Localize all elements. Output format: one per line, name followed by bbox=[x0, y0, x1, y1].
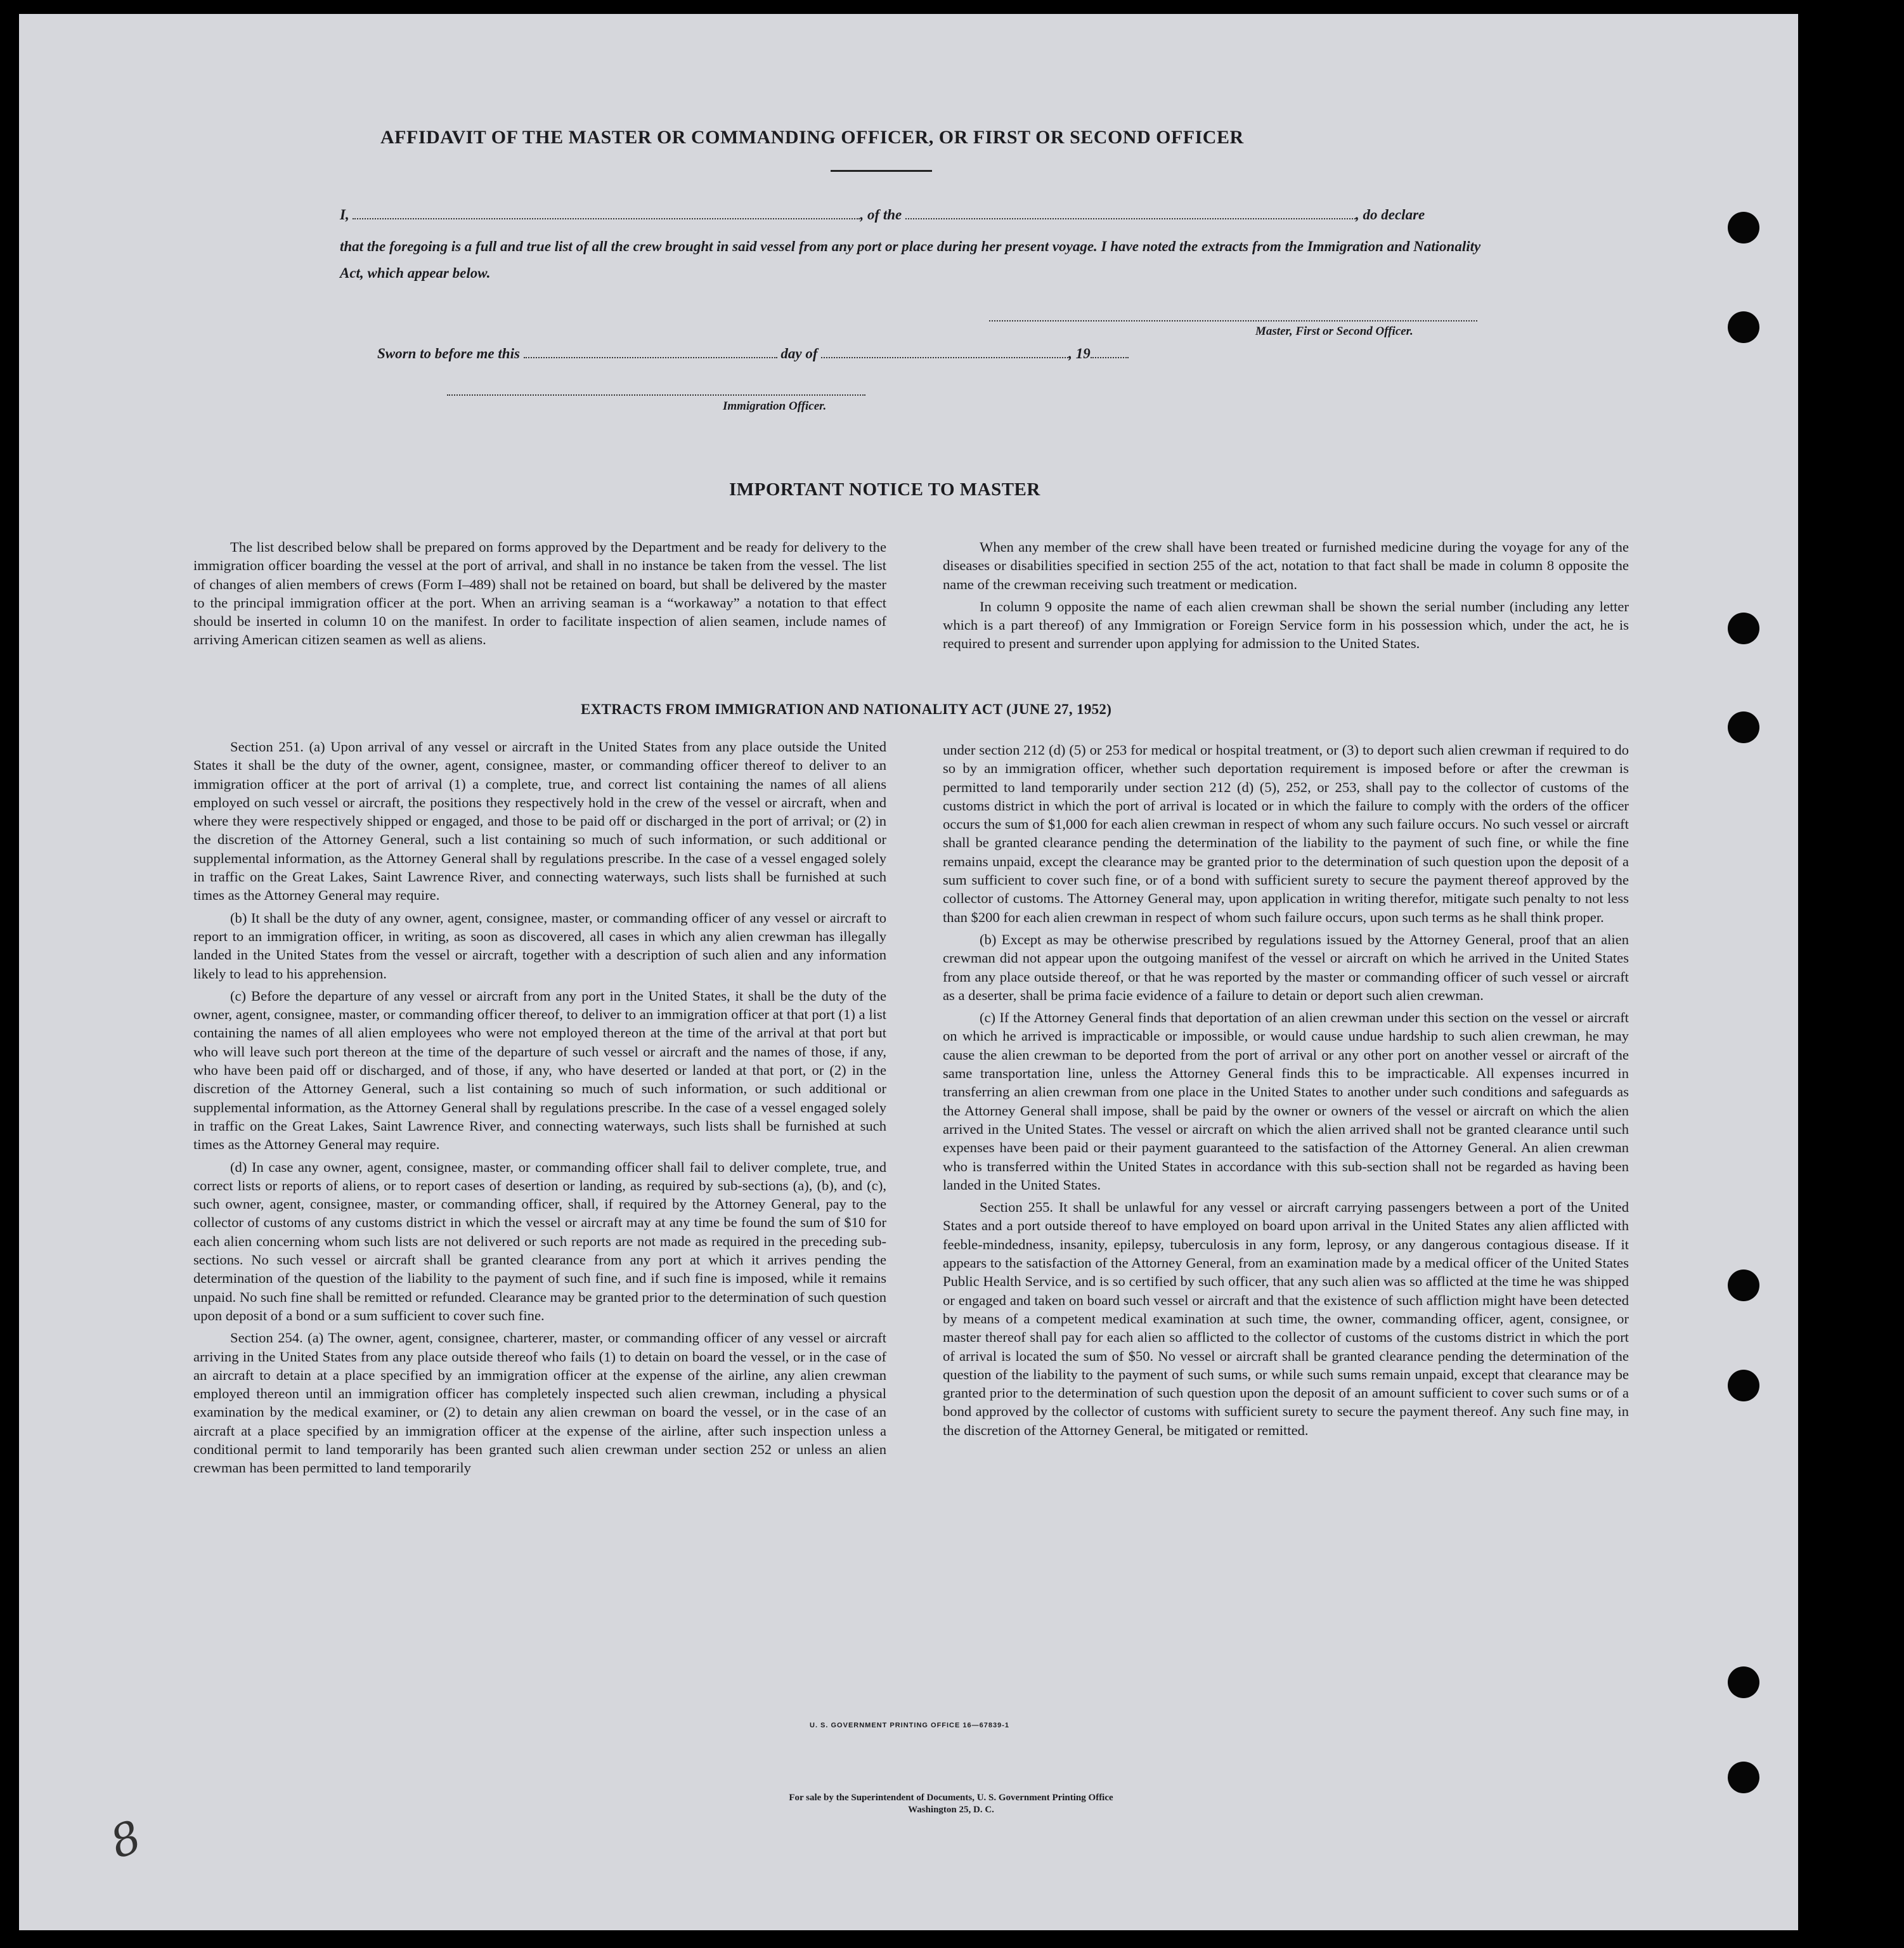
act-paragraph: (d) In case any owner, agent, consignee, master, or commanding officer shall fail to deliver complete, true, and correct lists or reports of aliens, or to report cases of desertion or landing, as required by sub-sections (a), (b), and (c), such owner, agent, consignee, master, or commanding officer, shall, if required by the Attorney General, pay to the collector of customs of any customs district in which the vessel or aircraft may at any time be found the sum of $10 for each alien concerning whom such lists are not delivered or such reports are not made as required in the preceding sub-sections. No such vessel or aircraft shall be granted clearance from any port at which it arrives pending the determination of the question of the liability to the payment of such fine, and if such fine is imposed, while it remains unpaid. No such fine shall be remitted or refunded. Clearance may be granted prior to the determination of such question upon deposit of a bond or a sum sufficient to cover such fine. bbox=[193, 1159, 886, 1323]
sworn-label: Sworn to before me this bbox=[377, 346, 520, 361]
declaration-line bbox=[340, 207, 1481, 223]
act-left-column bbox=[193, 737, 886, 1477]
notice-paragraph: In column 9 opposite the name of each alien crewman shall be shown the serial number (including any letter which is a part thereof) of any Immigration or Foreign Service form in his possession which, under the act, he is required to present and surrender upon applying for admission to the United States. bbox=[943, 598, 1629, 652]
act-right-column bbox=[943, 741, 1629, 1439]
master-signature-label: Master, First or Second Officer. bbox=[1255, 325, 1413, 338]
act-paragraph: (b) Except as may be otherwise prescribed by regulations issued by the Attorney General, proof that an alien crewman did not appear upon the outgoing manifest of the vessel or aircraft on which he arrived in the United States from any place outside thereof, or that he was reported by the master or commanding officer of such vessel or aircraft as a deserter, shall be prima facie evidence of a failure to detain or deport such alien crewman. bbox=[943, 931, 1629, 1003]
declaration-body: that the foregoing is a full and true list of all the crew brought in said vessel from any port or place during her present voyage. I have noted the extracts from the Immigration and Nationality Act, which appear below. bbox=[340, 238, 1481, 281]
binder-hole bbox=[1728, 212, 1759, 244]
immigration-officer-signature-field[interactable] bbox=[447, 394, 865, 396]
sworn-year-field[interactable] bbox=[1091, 346, 1129, 358]
of-the-label: , of the bbox=[860, 207, 902, 223]
declarant-name-field[interactable] bbox=[353, 207, 860, 219]
binder-hole bbox=[1728, 1370, 1759, 1401]
title-underline bbox=[831, 170, 932, 172]
sale-notice bbox=[571, 1792, 1331, 1816]
i-label: I, bbox=[340, 207, 349, 223]
sale-line: Washington 25, D. C. bbox=[908, 1805, 994, 1815]
binder-hole bbox=[1728, 1762, 1759, 1793]
act-paragraph: (c) Before the departure of any vessel or aircraft from any port in the United States, it shall be the duty of the owner, agent, consignee, master, or commanding officer thereof, to deliver to an immigration officer at that port (1) a list containing the names of all alien employees who were not employed thereon at the time of the arrival at that port but who will leave such port thereon at the time of the departure of such vessel or aircraft and the names of those, if any, who have been paid off or discharged, and of those, if any, who have deserted or landed at that port, or (2) in the discretion of the Attorney General, such a list containing so much of such information, or such additional or supplemental information, as the Attorney General shall by regulations prescribe. In the case of a vessel engaged solely in traffic on the Great Lakes, Saint Lawrence River, and connecting waterways, such lists shall be furnished at such times as the Attorney General may require. bbox=[193, 987, 886, 1153]
vessel-name-field[interactable] bbox=[905, 207, 1356, 219]
act-paragraph: (c) If the Attorney General finds that deportation of an alien crewman under this section on the vessel or aircraft on which he arrived is impracticable or impossible, or would cause undue hardship to such alien crewman, he may cause the alien crewman to be deported from the port of arrival or any other port on another vessel or aircraft of the same transportation line, unless the Attorney General finds this to be impracticable. All expenses incurred in transferring an alien crewman from one place in the United States to another under such conditions and safeguards as the Attorney General shall impose, shall be paid by the owner or owners of the vessel or aircraft on which the alien arrived in the United States. The vessel or aircraft on which the alien arrived shall not be granted clearance until such expenses have been paid or their payment guaranteed to the satisfaction of the Attorney General. An alien crewman who is transferred within the United States in accordance with this sub-section shall not be regarded as having been landed in the United States. bbox=[943, 1010, 1629, 1193]
sale-line: For sale by the Superintendent of Documents, U. S. Government Printing Office bbox=[789, 1793, 1113, 1803]
immigration-officer-label: Immigration Officer. bbox=[723, 399, 827, 413]
act-paragraph-continued: under section 212 (d) (5) or 253 for medical or hospital treatment, or (3) to deport such alien crewman if required to do so by an immigration officer, whether such deportation requirement is imposed before or after the crewman is permitted to land temporarily under section 212 (d) (5), 252, or 253, shall pay to the collector of customs of the customs district in which the port of arrival is located or in which the failure to comply with the orders of the officer occurs the sum of $1,000 for each alien crewman in respect of whom any such failure occurs. No such vessel or aircraft shall be granted clearance pending the determination of the liability to the payment of such fine, or while the fine remains unpaid, except the clearance may be granted prior to the determination of such question upon the deposit of a sum sufficient to cover such fine, or of a bond with sufficient surety to secure the payment thereof approved by the collector of customs. The Attorney General may, upon application in writing therefor, mitigate such penalty to not less than $200 for each alien crewman in respect of whom such failure occurs, upon such terms as he shall think proper. bbox=[943, 742, 1629, 925]
year-label: , 19 bbox=[1068, 346, 1091, 361]
extracts-title: EXTRACTS FROM IMMIGRATION AND NATIONALITY ACT (JUNE 27, 1952) bbox=[581, 701, 1112, 717]
act-paragraph: Section 254. (a) The owner, agent, consignee, charterer, master, or commanding officer of any vessel or aircraft arriving in the United States from any place outside thereof who fails (1) to detain on board the vessel, or in the case of an aircraft to detain at a place specified by an immigration officer at the expense of the airline, any alien crewman employed thereon until an immigration officer has completely inspected such alien crewman, including a physical examination by the medical examiner, or (2) to detain any alien crewman on board the vessel, or in the case of an aircraft at a place specified by an immigration officer at the expense of the airline, after such inspection unless a conditional permit to land temporarily has been granted such alien crewman under section 252 or unless an alien crewman has been permitted to land temporarily bbox=[193, 1330, 886, 1476]
handwritten-mark: 8 bbox=[103, 1810, 148, 1869]
notice-paragraph: When any member of the crew shall have been treated or furnished medicine during the voyage for any of the diseases or disabilities specified in section 255 of the act, notation to that fact shall be made in column 8 opposite the name of the crewman receiving such treatment or medication. bbox=[943, 539, 1629, 592]
binder-hole bbox=[1728, 1269, 1759, 1301]
sworn-line bbox=[377, 346, 1129, 362]
binder-hole bbox=[1728, 311, 1759, 343]
binder-hole bbox=[1728, 1666, 1759, 1698]
act-paragraph: (b) It shall be the duty of any owner, agent, consignee, master, or commanding officer of any vessel or aircraft to report to an immigration officer, in writing, as soon as discovered, all cases in which any alien crewman has illegally landed in the United States from the vessel or aircraft, together with a description of such alien and any information likely to lead to his apprehension. bbox=[193, 909, 886, 982]
day-of-label: day of bbox=[780, 346, 818, 361]
do-declare-label: , do declare bbox=[1356, 207, 1425, 223]
master-signature-field[interactable] bbox=[989, 320, 1477, 321]
sworn-month-field[interactable] bbox=[821, 346, 1068, 358]
notice-left-column bbox=[193, 538, 886, 649]
notice-paragraph: The list described below shall be prepared on forms approved by the Department and be ready for delivery to the immigration officer boarding the vessel at the port of arrival, and shall in no instance be taken from the vessel. The list of changes of alien members of crews (Form I–489) shall not be retained on board, but shall be delivered by the master to the principal immigration officer at the port. When an arriving seaman is a “workaway” a notation to that effect should be inserted in column 10 on the manifest. In order to facilitate inspection of alien seamen, include names of arriving American citizen seamen as well as aliens. bbox=[193, 539, 886, 648]
act-paragraph: Section 255. It shall be unlawful for any vessel or aircraft carrying passengers between a port of the United States and a port outside thereof to have employed on board upon arrival in the United States any alien afflicted with feeble-mindedness, insanity, epilepsy, tuberculosis in any form, leprosy, or any dangerous contagious disease. If it appears to the satisfaction of the Attorney General, from an examination made by a medical officer of the United States Public Health Service, and is so certified by such officer, that any such alien was so afflicted at the time he was shipped or engaged and taken on board such vessel or aircraft and that the existence of such affliction might have been detected by means of a competent medical examination at such time, the owner, commanding officer, agent, consignee, or master thereof shall pay for each alien so afflicted to the collector of customs of the customs district in which the port of arrival is located the sum of $50. No vessel or aircraft shall be granted clearance pending the determination of the question of the liability to the payment of such sums, or while such sums remain unpaid, except that clearance may be granted prior to the determination of such question upon the deposit of an amount sufficient to cover such sums or of a bond approved by the collector of customs with sufficient surety to secure the payment thereof. Any such fine may, in the discretion of the Attorney General, be mitigated or remitted. bbox=[943, 1199, 1629, 1438]
notice-right-column bbox=[943, 538, 1629, 653]
sworn-day-field[interactable] bbox=[524, 346, 777, 358]
binder-hole bbox=[1728, 711, 1759, 743]
act-paragraph: Section 251. (a) Upon arrival of any vessel or aircraft in the United States from any place outside the United States it shall be the duty of the owner, agent, consignee, master, or commanding officer thereof to deliver to an immigration officer at the port of arrival (1) a complete, true, and correct list containing the names of all aliens employed on such vessel or aircraft, the positions they respectively hold in the crew of the vessel or aircraft, when and where they were respectively shipped or engaged, and those to be paid off or discharged in the port of arrival; or (2) in the discretion of the Attorney General, such a list containing so much of such information, or such additional or supplemental information, as the Attorney General shall by regulations prescribe. In the case of a vessel engaged solely in traffic on the Great Lakes, Saint Lawrence River, and connecting waterways, such lists shall be furnished at such times as the Attorney General may require. bbox=[193, 739, 886, 904]
notice-title: IMPORTANT NOTICE TO MASTER bbox=[729, 479, 1040, 500]
affidavit-title: AFFIDAVIT OF THE MASTER OR COMMANDING OFFICER, OR FIRST OR SECOND OFFICER bbox=[380, 127, 1244, 148]
binder-hole bbox=[1728, 613, 1759, 644]
gpo-imprint: U. S. GOVERNMENT PRINTING OFFICE 16—67839-1 bbox=[810, 1722, 1010, 1729]
